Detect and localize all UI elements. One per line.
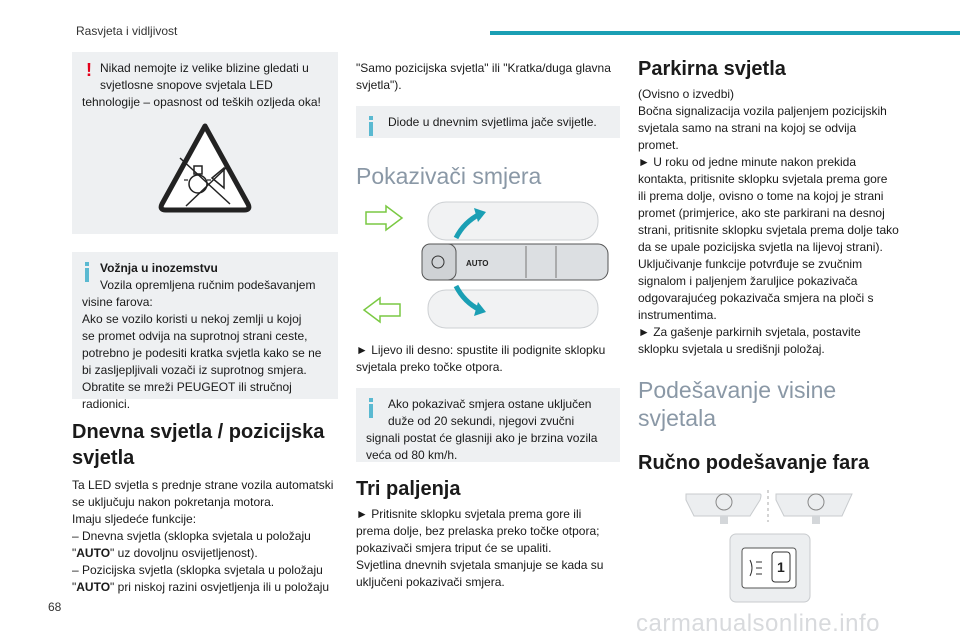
function-item-cont: "AUTO" pri niskoj razini osvjetljenja ili u položaju xyxy=(72,580,330,594)
info-box: Ako pokazivač smjera ostane uključen duže od 20 sekundi, njegovi zvučni signali postat će glasniji ako je brzina vozila veća od 80 km/h. xyxy=(356,388,620,462)
headlamp-adjust-illustration xyxy=(638,486,910,616)
info-title: Vožnja u inozemstvu xyxy=(100,261,218,275)
svg-text:1: 1 xyxy=(777,559,785,575)
arrow-down-icon xyxy=(364,298,400,322)
section-title: Rasvjeta i vidljivost xyxy=(76,24,178,38)
svg-text:AUTO: AUTO xyxy=(466,259,489,268)
body-text: ► Lijevo ili desno: spustite ili podignite sklopku svjetala preko točke otpora. xyxy=(356,343,606,374)
warning-line: tehnologije – opasnost od teških ozljeda oka! xyxy=(82,95,321,109)
warning-icon: ! xyxy=(86,60,92,80)
body-text: Ta LED svjetla s prednje strane vozila automatski se uključuju nakon pokretanja motora. Imaju sljedeće funkcije: – Dnevna svjetla (sklopka svjetala u položaju "AUTO" uz dovoljnu osvijetljenost). – Pozicijska svjetla (sklopka svjetala u položaju "AUTO" pri niskoj razini osvjetljenja ili u položaju xyxy=(72,477,338,596)
body-text: (Ovisno o izvedbi) Bočna signalizacija vozila paljenjem pozicijskih svjetala samo na strani na kojoj se odvija promet. ► U roku od jedne minute nakon prekida kontakta, pritisnite sklopku svjetala prema gore ili prema dolje, ovisno o tome na kojoj je strani promet (primjerice, ako ste parkirani na desnoj strani, pritisnite sklopku svjetala prema dolje tako da se upale pozicijska svjetla na lijevoj strani). Uključivanje funkcije potvrđuje se zvučnim signalom i paljenjem žaruljice pokazivača odgovarajućeg pokazivača smjera na ploči s instrumentima. ► Za gašenje parkirnih svjetala, postavite sklopku svjetala u središnji položaj. xyxy=(638,87,899,356)
page-number: 68 xyxy=(48,600,62,614)
function-item: – Dnevna svjetla (sklopka svjetala u položaju xyxy=(72,529,311,543)
info-line: potrebno je podesiti kratka svjetla kako se ne xyxy=(82,346,322,360)
section-heading-beam-height: Podešavanje visine svjetala xyxy=(638,377,837,431)
info-line: Obratite se mreži PEUGEOT ili stručnoj xyxy=(82,380,292,394)
dashboard-left-icon xyxy=(686,494,761,516)
function-item-cont: "AUTO" uz dovoljnu osvijetljenost). xyxy=(72,546,258,560)
info-icon xyxy=(85,262,89,282)
watermark: carmanualsonline.info xyxy=(636,610,880,637)
section-heading-three-flashes: Tri paljenja xyxy=(356,478,461,500)
warning-line: Nikad nemojte iz velike blizine gledati u xyxy=(100,61,309,75)
warning-box xyxy=(72,52,338,234)
info-icon xyxy=(369,398,373,418)
section-heading-indicators: Pokazivači smjera xyxy=(356,163,542,189)
info-line: radionici. xyxy=(82,397,131,411)
section-heading: Dnevna svjetla / pozicijska svjetla xyxy=(72,421,325,469)
dashboard-right-icon xyxy=(776,494,852,516)
turn-signal-stalk-illustration xyxy=(356,200,620,330)
arrow-up-icon xyxy=(366,206,402,230)
info-line: visine farova: xyxy=(82,295,153,309)
section-heading-parking-lights: Parkirna svjetla xyxy=(638,58,786,80)
column-left xyxy=(72,52,338,596)
warning-line: svjetlosne snopove svjetala LED xyxy=(100,78,273,92)
function-item: – Pozicijska svjetla (sklopka svjetala u položaju xyxy=(72,563,323,577)
header-rule xyxy=(490,31,960,35)
column-middle: "Samo pozicijska svjetla" ili "Kratka/duga glavna svjetla"). Diode u dnevnim svjetlima jače svijetle. Pokazivači smjera AUTO ► Lijevo ili desno: spustite ili podignite sklopku svjetala preko točke otpora. Ako pokazivač smjera ostane uključen duže od 20 sekundi, njegovi zvučni signali postat će glasniji ako je brzina vozila veća od 80 km/h. Tri paljenja ► Pritisnite sklopku svjetala prema gore ili prema dolje, bez prelaska preko točke otpora; pokazivači smjera triput će se upaliti. Svjetlina dnevnih svjetala smanjuje se kada su uključeni pokazivači smjera. xyxy=(356,60,620,591)
info-line: bi zasljepljivali vozači iz suprotnog smjera. xyxy=(82,363,307,377)
info-line: Ako se vozilo koristi u nekoj zemlji u kojoj xyxy=(82,312,302,326)
info-box xyxy=(72,252,338,411)
eye-hazard-icon xyxy=(72,118,338,218)
info-icon xyxy=(369,116,373,136)
info-line: se promet odvija na suprotnoj strani ceste, xyxy=(82,329,308,343)
section-heading-manual-adjust: Ručno podešavanje fara xyxy=(638,452,870,474)
body-text: ► Pritisnite sklopku svjetala prema gore ili prema dolje, bez prelaska preko točke otpora; pokazivači smjera triput će se upaliti. Svjetlina dnevnih svjetala smanjuje se kada su uključeni pokazivači smjera. xyxy=(356,507,604,589)
info-box: Diode u dnevnim svjetlima jače svijetle. xyxy=(356,106,620,138)
info-line: Vozila opremljena ručnim podešavanjem xyxy=(100,278,316,292)
column-right xyxy=(638,56,910,616)
